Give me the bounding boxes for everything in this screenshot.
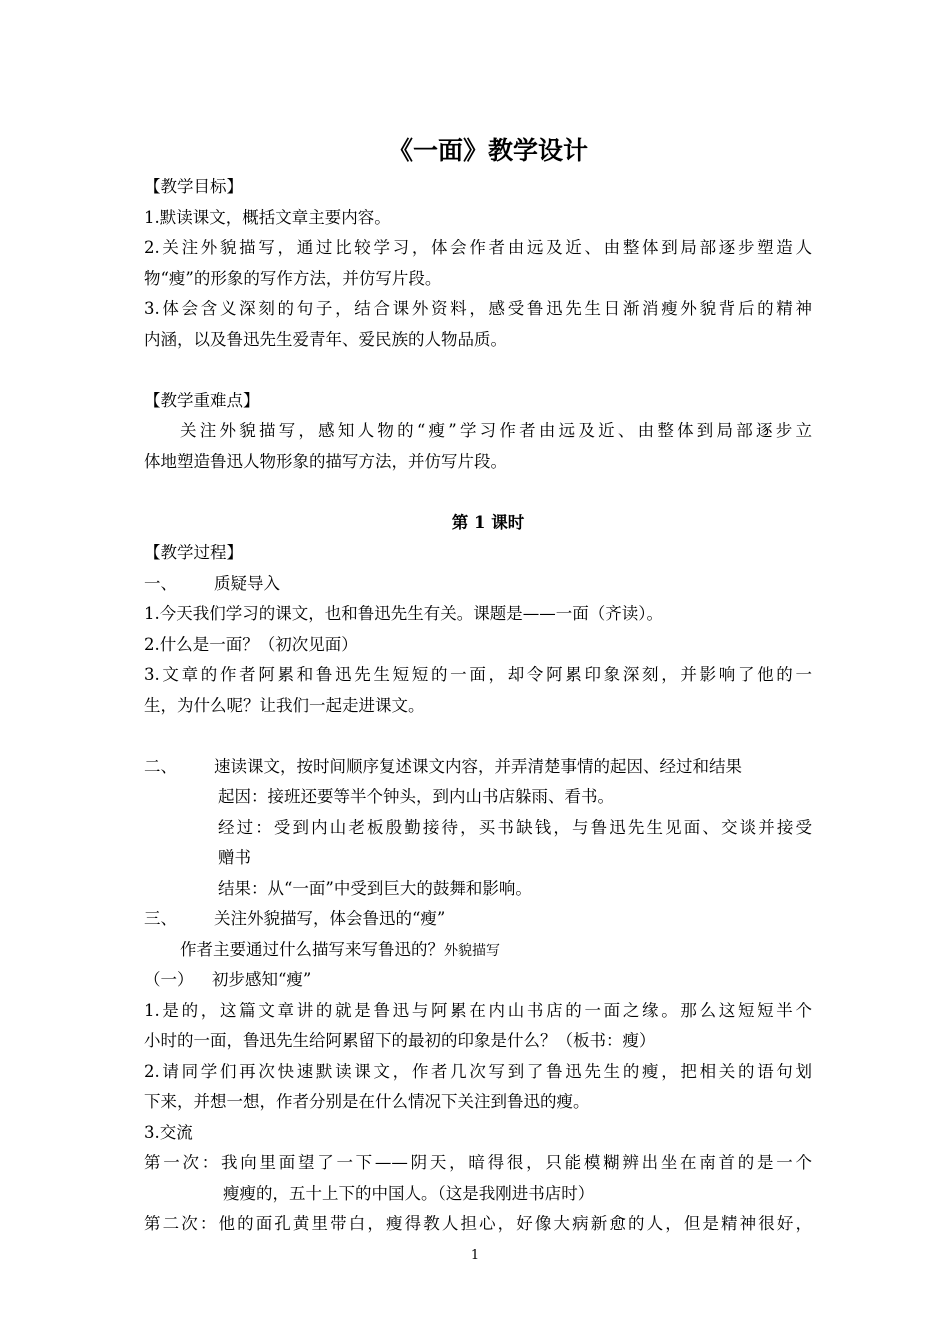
story-cause: 起因：接班还要等半个钟头，到内山书店躲雨、看书。 (218, 787, 614, 806)
story-process: 经过：受到内山老板殷勤接待，买书缺钱，与鲁迅先生见面、交谈并接受 (218, 817, 812, 837)
subsection-number: （一） (144, 970, 194, 989)
list-item: 2.什么是一面？（初次见面） (144, 634, 358, 654)
page-number: 1 (470, 1248, 480, 1263)
answer-text: 外貌描写 (444, 942, 500, 959)
list-item: 小时的一面，鲁迅先生给阿累留下的最初的印象是什么？（板书：瘦） (144, 1031, 656, 1050)
lesson-heading: 第 1 课时 (451, 512, 525, 532)
section-title: 速读课文，按时间顺序复述课文内容，并弄清楚事情的起因、经过和结果 (214, 756, 742, 776)
section-title: 质疑导入 (214, 573, 280, 593)
question-line (144, 935, 812, 966)
question-text: 作者主要通过什么描写来写鲁迅的？ (180, 939, 444, 959)
list-item: 1.是的，这篇文章讲的就是鲁迅与阿累在内山书店的一面之缘。那么这短短半个 (144, 1000, 812, 1020)
quote-text: 我向里面望了一下——阴天，暗得很，只能模糊辨出坐在南首的是一个 (220, 1153, 813, 1172)
section-number: 一、 (144, 573, 177, 593)
quote-label: 第一次： (144, 1153, 221, 1172)
story-result: 结果：从“一面”中受到巨大的鼓舞和影响。 (218, 878, 532, 898)
section-heading (144, 752, 812, 783)
list-item: 下来，并想一想，作者分别是在什么情况下关注到鲁迅的瘦。 (144, 1092, 590, 1111)
list-item: 3.交流 (144, 1122, 193, 1142)
section-number: 三、 (144, 909, 177, 928)
goal-item: 1.默读课文，概括文章主要内容。 (144, 207, 391, 227)
quote-second (144, 1209, 812, 1240)
quote-label: 第二次： (144, 1214, 219, 1233)
list-item: 生，为什么呢？让我们一起走进课文。 (144, 695, 425, 715)
list-item: 3.文章的作者阿累和鲁迅先生短短的一面，却令阿累印象深刻，并影响了他的一 (144, 665, 812, 684)
document-title: 《一面》教学设计 (387, 136, 588, 165)
document-page (144, 130, 812, 1240)
quote-text: 他的面孔黄里带白，瘦得教人担心，好像大病新愈的人，但是精神很好， (218, 1214, 813, 1233)
goal-item: 3.体会含义深刻的句子，结合课外资料，感受鲁迅先生日渐消瘦外貌背后的精神 (144, 299, 812, 318)
quote-first (144, 1148, 812, 1179)
subsection-heading (144, 965, 812, 996)
subsection-title: 初步感知“瘦” (212, 970, 312, 989)
key-points-text: 关注外貌描写，感知人物的“瘦”学习作者由远及近、由整体到局部逐步立 (180, 421, 812, 440)
list-item: 2.请同学们再次快速默读课文，作者几次写到了鲁迅先生的瘦，把相关的语句划 (144, 1061, 812, 1081)
goal-item: 物“瘦”的形象的写作方法，并仿写片段。 (144, 268, 442, 288)
section-heading (144, 904, 812, 935)
key-points-heading: 【教学重难点】 (144, 390, 260, 410)
quote-first-cont: 瘦瘦的，五十上下的中国人。（这是我刚进书店时） (223, 1183, 595, 1203)
goal-item: 内涵，以及鲁迅先生爱青年、爱民族的人物品质。 (144, 329, 507, 349)
list-item: 1.今天我们学习的课文，也和鲁迅先生有关。课题是——一面（齐读）。 (144, 604, 663, 623)
goal-item: 2.关注外貌描写，通过比较学习，体会作者由远及近、由整体到局部逐步塑造人 (144, 238, 812, 257)
section-title: 关注外貌描写，体会鲁迅的“瘦” (214, 909, 446, 928)
goals-heading: 【教学目标】 (144, 177, 243, 196)
story-process-cont: 赠书 (218, 848, 251, 867)
section-number: 二、 (144, 756, 177, 776)
key-points-text: 体地塑造鲁迅人物形象的描写方法，并仿写片段。 (144, 451, 507, 471)
section-heading (144, 569, 812, 600)
process-heading: 【教学过程】 (144, 543, 243, 562)
